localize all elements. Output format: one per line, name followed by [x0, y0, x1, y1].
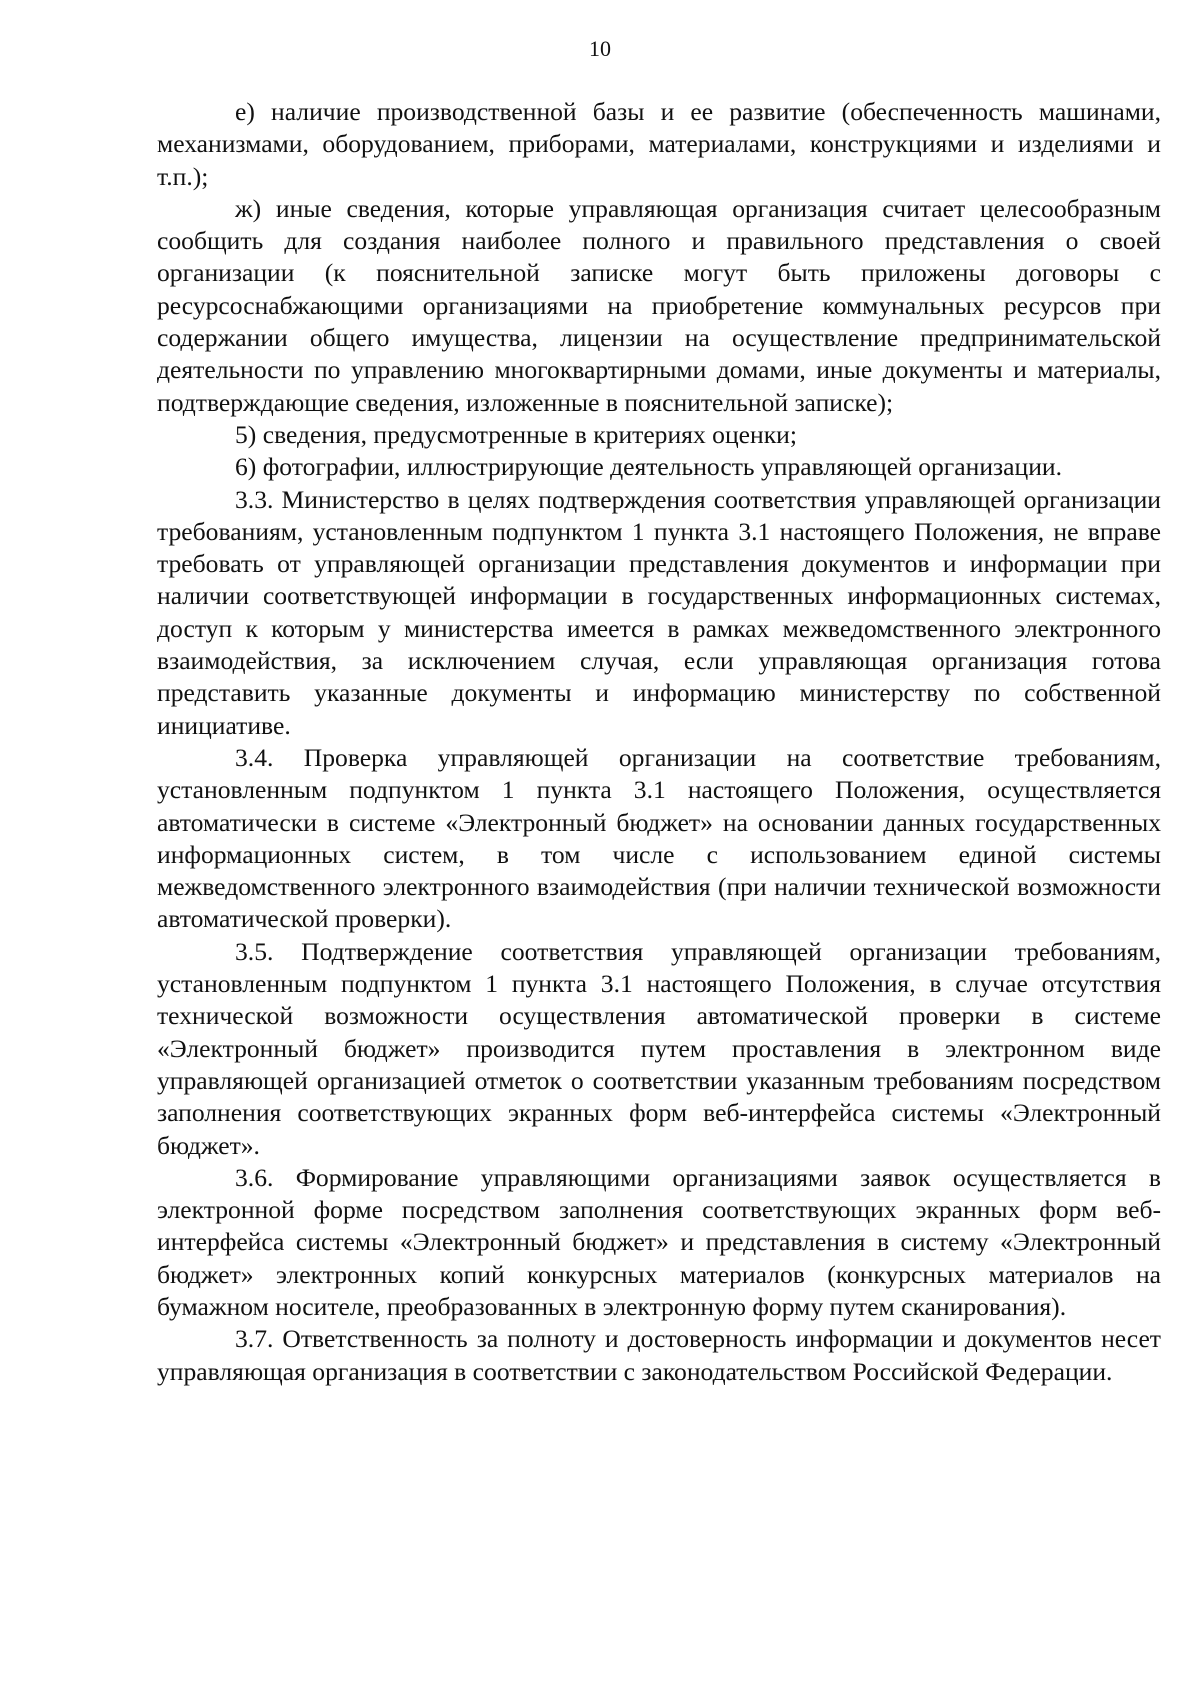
paragraph-3-5: 3.5. Подтверждение соответствия управляющей организации требованиям, установленным подпунктом 1 пункта 3.1 настоящего Положения, в случае отсутствия технической возможности осуществления автоматической проверки в системе «Электронный бюджет» производится путем проставления в электронном виде управляющей организацией отметок о соответствии указанным требованиям посредством заполнения соответствующих экранных форм веб-интерфейса системы «Электронный бюджет». — [157, 936, 1161, 1160]
paragraph-3-7: 3.7. Ответственность за полноту и достоверность информации и документов несет управляющая организация в соответствии с законодательством Российской Федерации. — [157, 1324, 1161, 1386]
paragraph-3-6: 3.6. Формирование управляющими организациями заявок осуществляется в электронной форме посредством заполнения соответствующих экранных форм веб-интерфейса системы «Электронный бюджет» и представления в систему «Электронный бюджет» электронных копий конкурсных материалов (конкурсных материалов на бумажном носителе, преобразованных в электронную форму путем сканирования). — [157, 1162, 1161, 1321]
paragraph-3-3: 3.3. Министерство в целях подтверждения соответствия управляющей организации требованиям, установленным подпунктом 1 пункта 3.1 настоящего Положения, не вправе требовать от управляющей организации представления документов и информации при наличии соответствующей информации в государственных информационных системах, доступ к которым у министерства имеется в рамках межведомственного электронного взаимодействия, за исключением случая, если управляющая организация готова представить указанные документы и информацию министерству по собственной инициативе. — [157, 484, 1161, 740]
paragraph-3-4: 3.4. Проверка управляющей организации на соответствие требованиям, установленным подпунктом 1 пункта 3.1 настоящего Положения, осуществляется автоматически в системе «Электронный бюджет» на основании данных государственных информационных систем, в том числе с использованием единой системы межведомственного электронного взаимодействия (при наличии технической возможности автоматической проверки). — [157, 742, 1161, 934]
paragraph-item-6: 6) фотографии, иллюстрирующие деятельность управляющей организации. — [235, 452, 1062, 482]
page-number: 10 — [589, 36, 611, 61]
document-body — [157, 96, 1161, 1388]
paragraph-item-e: е) наличие производственной базы и ее развитие (обеспеченность машинами, механизмами, оборудованием, приборами, материалами, конструкциями и изделиями и т.п.); — [157, 97, 1161, 191]
paragraph-item-zh: ж) иные сведения, которые управляющая организация считает целесообразным сообщить для создания наиболее полного и правильного представления о своей организации (к пояснительной записке могут быть приложены договоры с ресурсоснабжающими организациями на приобретение коммунальных ресурсов при содержании общего имущества, лицензии на осуществление предпринимательской деятельности по управлению многоквартирными домами, иные документы и материалы, подтверждающие сведения, изложенные в пояснительной записке); — [157, 193, 1161, 417]
paragraph-item-5: 5) сведения, предусмотренные в критериях оценки; — [235, 419, 797, 449]
